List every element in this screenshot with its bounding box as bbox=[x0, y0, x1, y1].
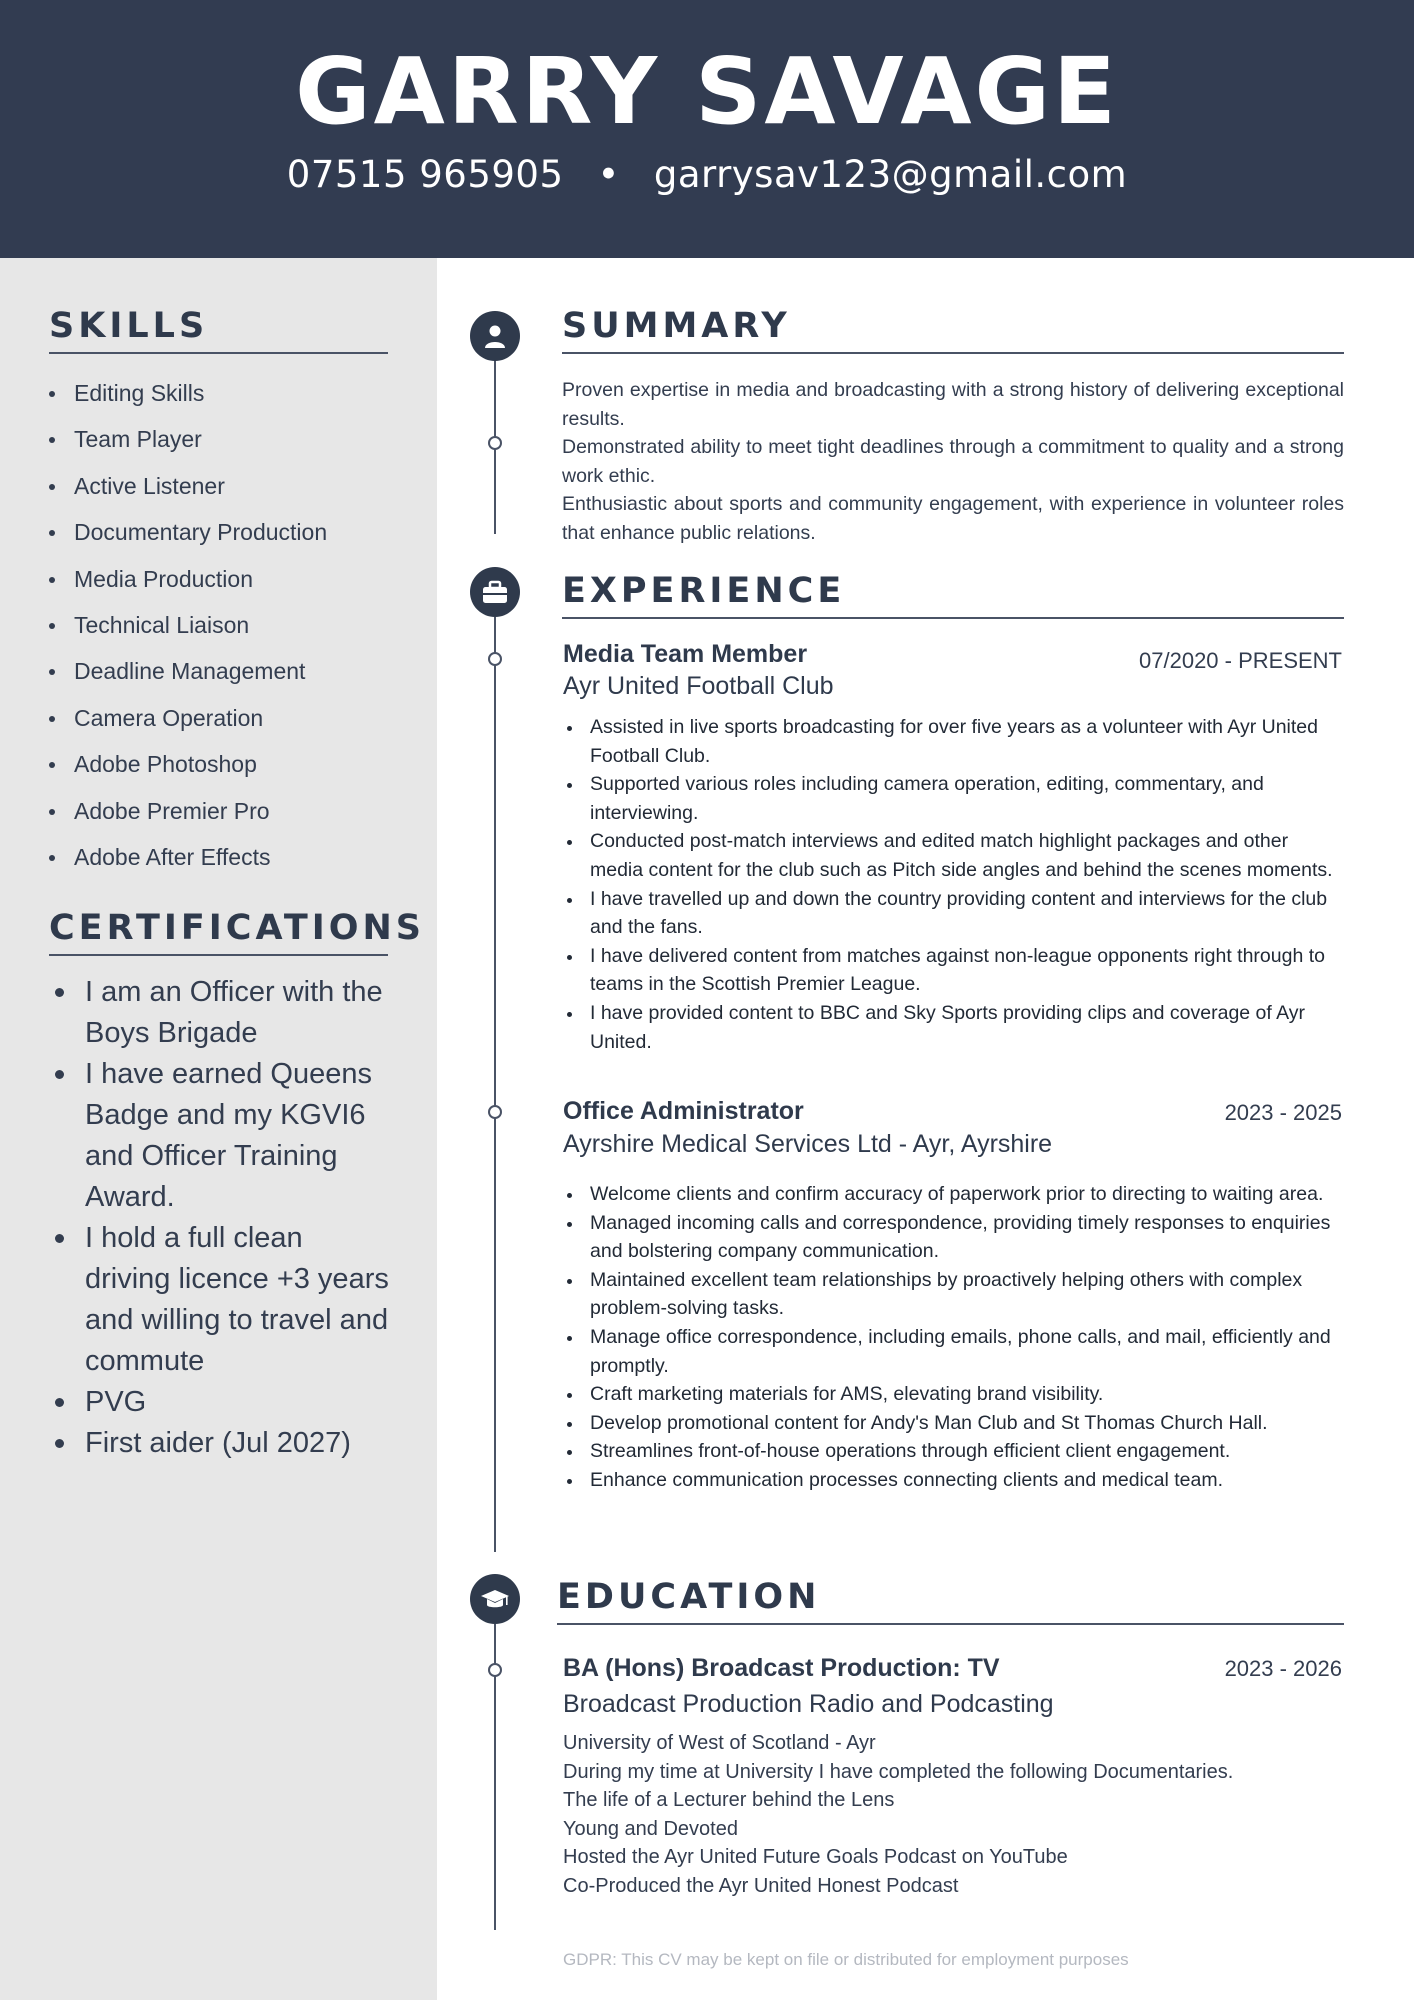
job-bullet: Welcome clients and confirm accuracy of paperwork prior to directing to waiting area. bbox=[560, 1180, 1340, 1209]
skill-item: Editing Skills bbox=[46, 370, 426, 416]
certification-item: I hold a full clean driving licence +3 years and willing to travel and commute bbox=[52, 1218, 392, 1382]
job-bullet: Assisted in live sports broadcasting for over five years as a volunteer with Ayr United Football Club. bbox=[560, 713, 1340, 770]
job-bullet: Supported various roles including camera operation, editing, commentary, and interviewing. bbox=[560, 770, 1340, 827]
certifications-heading: CERTIFICATIONS bbox=[49, 908, 388, 956]
skill-item: Deadline Management bbox=[46, 648, 426, 694]
experience-heading: EXPERIENCE bbox=[562, 571, 1344, 619]
skill-item: Adobe After Effects bbox=[46, 834, 426, 880]
contact-separator: • bbox=[597, 153, 620, 196]
job-bullet: Manage office correspondence, including emails, phone calls, and mail, efficiently and promptly. bbox=[560, 1323, 1340, 1380]
skill-item: Media Production bbox=[46, 556, 426, 602]
job-bullet: Managed incoming calls and correspondence, providing timely responses to enquiries and bolstering company communication. bbox=[560, 1209, 1340, 1266]
degree-subtitle: Broadcast Production Radio and Podcasting bbox=[563, 1690, 1054, 1718]
education-line: The life of a Lecturer behind the Lens bbox=[563, 1789, 895, 1812]
summary-paragraph: Enthusiastic about sports and community engagement, with experience in volunteer roles that enhance public relations. bbox=[562, 493, 1344, 544]
skill-item: Technical Liaison bbox=[46, 602, 426, 648]
job-bullet: Develop promotional content for Andy's Man Club and St Thomas Church Hall. bbox=[560, 1409, 1340, 1438]
phone-number: 07515 965905 bbox=[286, 153, 564, 196]
skill-item: Camera Operation bbox=[46, 695, 426, 741]
skills-heading: SKILLS bbox=[49, 306, 388, 354]
skill-item: Documentary Production bbox=[46, 509, 426, 555]
degree-title: BA (Hons) Broadcast Production: TV bbox=[563, 1654, 1000, 1682]
education-line: Co-Produced the Ayr United Honest Podcast bbox=[563, 1874, 959, 1897]
skill-item: Adobe Photoshop bbox=[46, 741, 426, 787]
job-title: Office Administrator bbox=[563, 1097, 804, 1125]
briefcase-icon bbox=[470, 567, 520, 617]
education-line: During my time at University I have completed the following Documentaries. bbox=[563, 1760, 1234, 1783]
timeline-line bbox=[494, 617, 496, 1552]
timeline-node bbox=[488, 436, 502, 450]
job-bullets bbox=[560, 1180, 1340, 1495]
skill-item: Active Listener bbox=[46, 463, 426, 509]
education-details bbox=[563, 1729, 1323, 1901]
job-bullet: Craft marketing materials for AMS, elevating brand visibility. bbox=[560, 1380, 1340, 1409]
email-address: garrysav123@gmail.com bbox=[653, 153, 1128, 196]
education-line: University of West of Scotland - Ayr bbox=[563, 1732, 876, 1754]
job-bullet: I have travelled up and down the country providing content and interviews for the club and the fans. bbox=[560, 885, 1340, 942]
certification-item: I am an Officer with the Boys Brigade bbox=[52, 972, 392, 1054]
candidate-name: GARRY SAVAGE bbox=[295, 38, 1119, 145]
certification-item: PVG bbox=[52, 1382, 392, 1423]
timeline-node bbox=[488, 1663, 502, 1677]
job-bullet: I have delivered content from matches against non-league opponents right through to teams in the Scottish Premier League. bbox=[560, 942, 1340, 999]
summary-text bbox=[562, 376, 1344, 548]
header-banner bbox=[0, 0, 1414, 258]
job-bullet: Maintained excellent team relationships by proactively helping others with complex problem-solving tasks. bbox=[560, 1266, 1340, 1323]
skill-item: Adobe Premier Pro bbox=[46, 788, 426, 834]
job-dates: 2023 - 2025 bbox=[1224, 1100, 1342, 1125]
skill-item: Team Player bbox=[46, 416, 426, 462]
gdpr-footer: GDPR: This CV may be kept on file or distributed for employment purposes bbox=[563, 1950, 1129, 1969]
education-line: Young and Devoted bbox=[563, 1817, 738, 1840]
job-bullet: Streamlines front-of-house operations through efficient client engagement. bbox=[560, 1437, 1340, 1466]
job-company: Ayr United Football Club bbox=[563, 672, 834, 700]
summary-paragraph: Proven expertise in media and broadcasting with a strong history of delivering exceptional results. bbox=[562, 379, 1344, 430]
job-bullets bbox=[560, 713, 1340, 1056]
contact-line bbox=[0, 150, 1414, 200]
user-icon bbox=[470, 311, 520, 361]
job-bullet: I have provided content to BBC and Sky Sports providing clips and coverage of Ayr United. bbox=[560, 999, 1340, 1056]
timeline-node bbox=[488, 652, 502, 666]
certifications-list bbox=[52, 972, 392, 1464]
skills-list bbox=[46, 370, 426, 880]
graduation-cap-icon bbox=[470, 1574, 520, 1624]
education-line: Hosted the Ayr United Future Goals Podcast on YouTube bbox=[563, 1846, 1068, 1869]
job-title: Media Team Member bbox=[563, 640, 808, 668]
job-company: Ayrshire Medical Services Ltd - Ayr, Ayrshire bbox=[563, 1130, 1053, 1158]
certification-item: I have earned Queens Badge and my KGVI6 and Officer Training Award. bbox=[52, 1054, 392, 1218]
summary-paragraph: Demonstrated ability to meet tight deadlines through a commitment to quality and a strong work ethic. bbox=[562, 436, 1344, 487]
summary-heading: SUMMARY bbox=[562, 306, 1344, 354]
job-dates: 07/2020 - PRESENT bbox=[1139, 648, 1342, 673]
timeline-node bbox=[488, 1105, 502, 1119]
sidebar bbox=[0, 258, 437, 2000]
job-bullet: Enhance communication processes connecting clients and medical team. bbox=[560, 1466, 1340, 1495]
job-bullet: Conducted post-match interviews and edited match highlight packages and other media content for the club such as Pitch side angles and behind the scenes moments. bbox=[560, 827, 1340, 884]
education-heading: EDUCATION bbox=[557, 1577, 1344, 1625]
certification-item: First aider (Jul 2027) bbox=[52, 1423, 392, 1464]
education-dates: 2023 - 2026 bbox=[1224, 1656, 1342, 1681]
